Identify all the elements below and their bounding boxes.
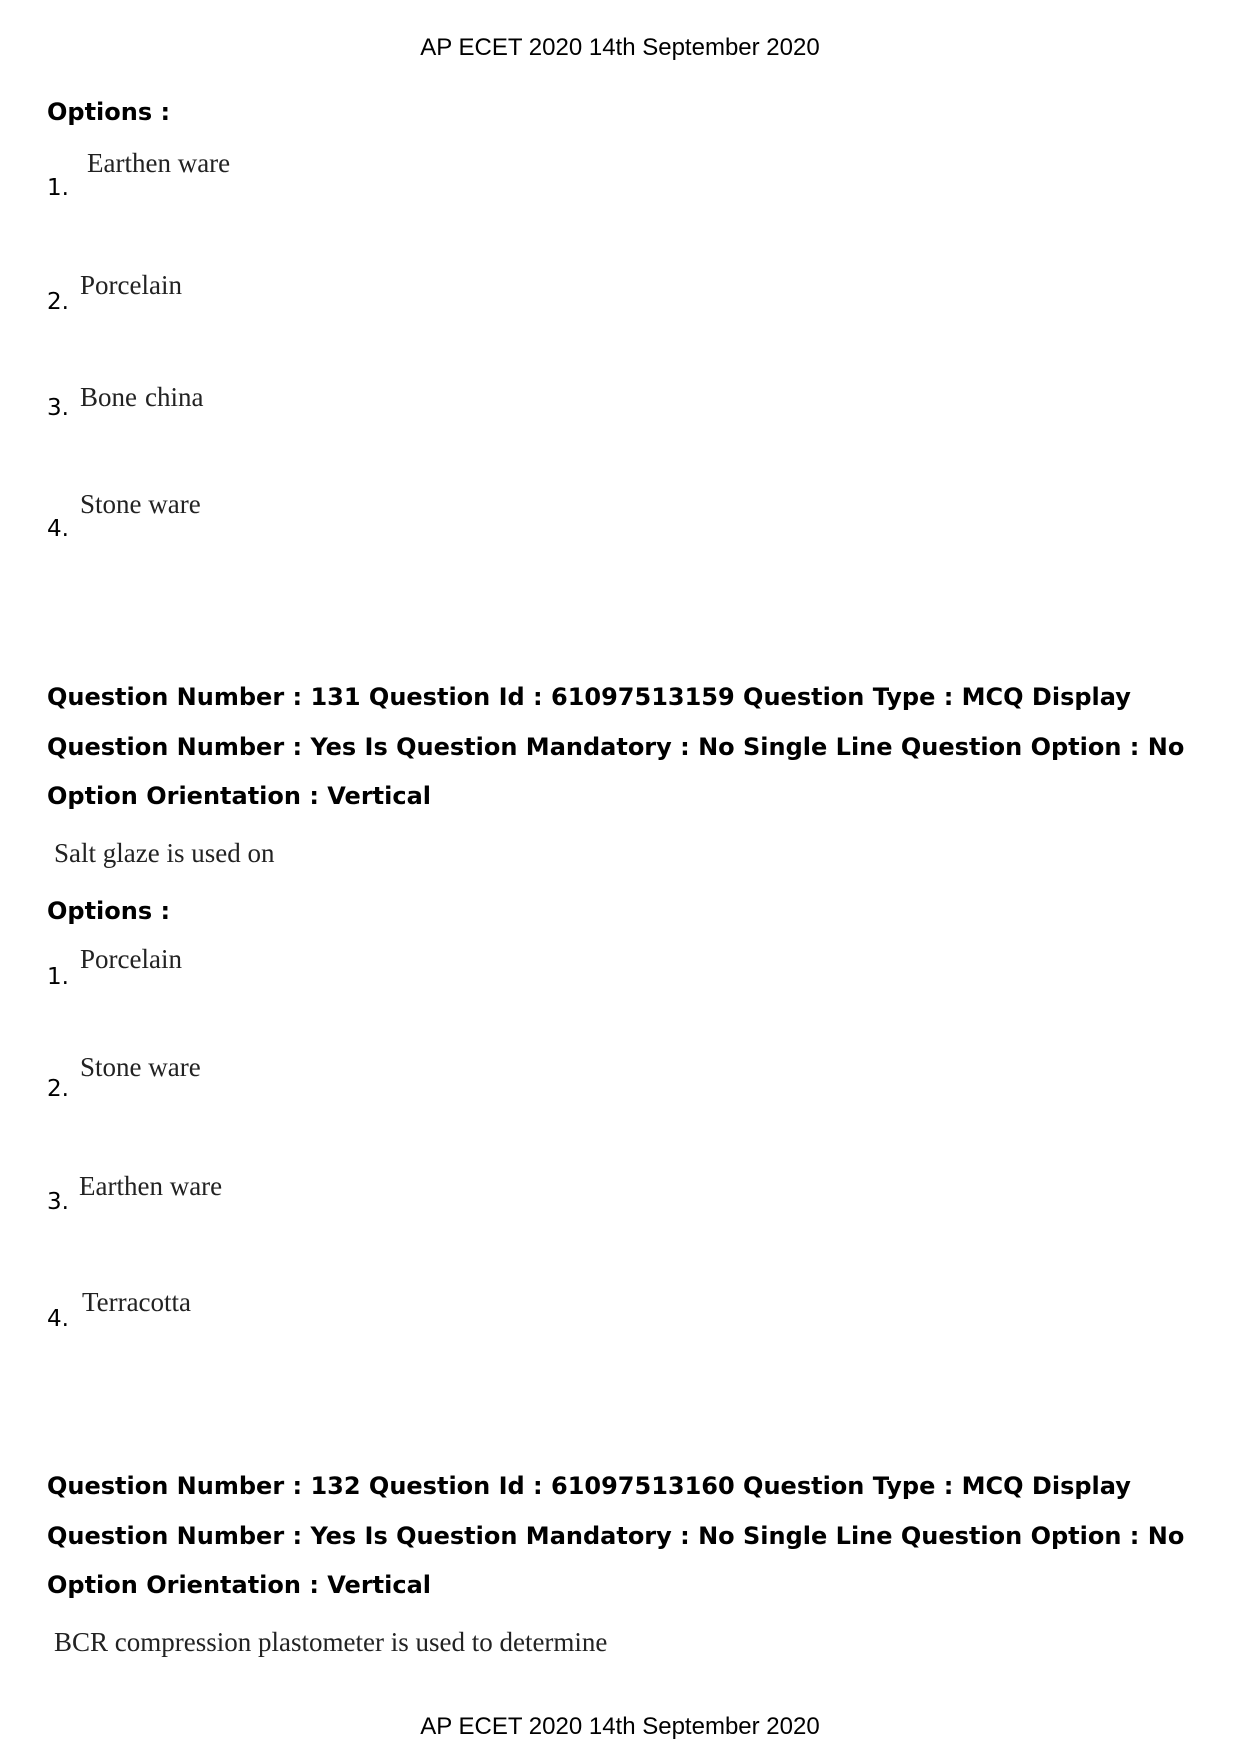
option-number: 4. [47,1306,69,1332]
option-text: Earthen ware [87,148,231,178]
option-text: Earthen ware [79,1171,223,1201]
option-number: 1. [47,175,69,201]
option-text: Stone ware [80,1052,201,1082]
option-number: 1. [47,964,69,990]
options-label: Options : [47,98,171,126]
option-text: Porcelain [80,270,182,300]
question-meta: Question Number : 131 Question Id : 61097513159 Question Type : MCQ Display Question Number : Yes Is Question Mandatory : No Single Line Question Option : No Option Orientation : Vertical [47,683,1185,810]
question-text: Salt glaze is used on [54,838,275,868]
option-number: 3. [47,395,69,421]
option-text-part: china [145,382,204,412]
option-text: Porcelain [80,944,182,974]
option-number: 4. [47,516,69,542]
page-header: AP ECET 2020 14th September 2020 [420,34,820,61]
option-text-part: Bone [80,382,137,412]
question-meta: Question Number : 132 Question Id : 61097513160 Question Type : MCQ Display Question Number : Yes Is Question Mandatory : No Single Line Question Option : No Option Orientation : Vertical [47,1472,1185,1599]
option-text: Stone ware [80,489,201,519]
page-footer: AP ECET 2020 14th September 2020 [420,1713,820,1740]
option-number: 2. [47,289,69,315]
option-text [80,382,203,412]
option-text: Terracotta [82,1287,192,1317]
question-text: BCR compression plastometer is used to determine [54,1627,608,1657]
option-number: 3. [47,1189,69,1215]
options-label: Options : [47,897,171,925]
option-number: 2. [47,1076,69,1102]
